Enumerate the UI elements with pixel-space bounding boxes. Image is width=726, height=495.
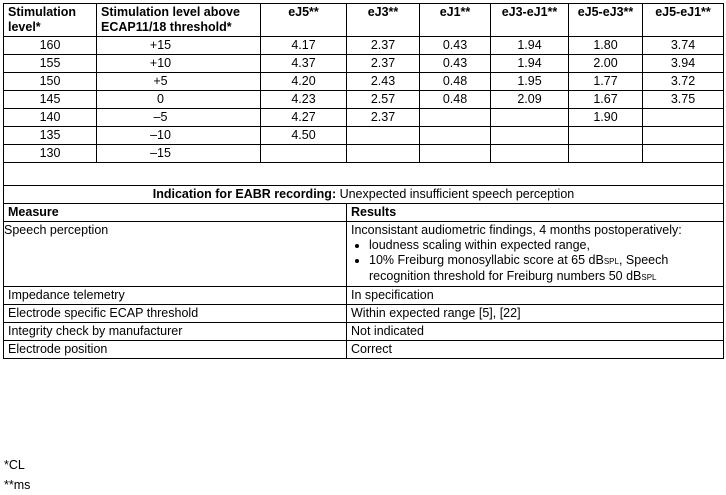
footnote-cl: *CL: [4, 458, 25, 472]
header-ej1: eJ1**: [420, 4, 491, 37]
results-table: [3, 3, 724, 359]
header-measure: Measure: [4, 204, 347, 222]
table-header-row: [4, 4, 724, 37]
cell-level: 130: [4, 145, 97, 163]
cell-ej1: [420, 109, 491, 127]
cell-ej3: [347, 127, 420, 145]
header-stimulation-level: Stimulation level*: [4, 4, 97, 37]
cell-above: 0: [97, 91, 261, 109]
cell-ej1: 0.48: [420, 73, 491, 91]
measure-speech-perception: Speech perception: [4, 222, 347, 287]
speech-bullets: [351, 238, 719, 285]
measure-name: Electrode specific ECAP threshold: [4, 305, 347, 323]
cell-above: –5: [97, 109, 261, 127]
table-row: [4, 91, 724, 109]
indication-row: [4, 186, 724, 204]
table-row: [4, 323, 724, 341]
cell-above: +15: [97, 37, 261, 55]
header-ej3-ej1: eJ3-eJ1**: [491, 4, 569, 37]
measures-header-row: [4, 204, 724, 222]
cell-ej5: [261, 145, 347, 163]
cell-ej5-ej1: 3.75: [643, 91, 724, 109]
cell-level: 160: [4, 37, 97, 55]
cell-level: 150: [4, 73, 97, 91]
header-ej5-ej3: eJ5-eJ3**: [569, 4, 643, 37]
cell-ej5-ej3: [569, 145, 643, 163]
cell-ej5: 4.27: [261, 109, 347, 127]
cell-ej5-ej3: 1.77: [569, 73, 643, 91]
cell-ej5-ej1: [643, 145, 724, 163]
cell-ej3-ej1: 1.95: [491, 73, 569, 91]
header-ej5-ej1: eJ5-eJ1**: [643, 4, 724, 37]
cell-ej5-ej3: [569, 127, 643, 145]
table-row: [4, 109, 724, 127]
cell-ej5-ej1: 3.72: [643, 73, 724, 91]
list-item: • 10% Freiburg monosyllabic score at 65 dBSPL, Speech recognition threshold for Freiburg numbers 50 dBSPL: [369, 253, 719, 285]
measure-name: Impedance telemetry: [4, 287, 347, 305]
cell-above: +10: [97, 55, 261, 73]
cell-ej3: 2.37: [347, 55, 420, 73]
cell-ej5-ej1: [643, 109, 724, 127]
footnote-ms: **ms: [4, 478, 31, 492]
cell-ej5-ej1: 3.74: [643, 37, 724, 55]
cell-level: 145: [4, 91, 97, 109]
cell-ej5: 4.20: [261, 73, 347, 91]
table-row: [4, 287, 724, 305]
table-row: [4, 341, 724, 359]
cell-ej1: [420, 145, 491, 163]
cell-ej5-ej3: 1.80: [569, 37, 643, 55]
cell-ej5: 4.37: [261, 55, 347, 73]
cell-ej5-ej1: 3.94: [643, 55, 724, 73]
speech-intro: Inconsistant audiometric findings, 4 months postoperatively:: [351, 223, 682, 237]
indication-text: Unexpected insufficient speech perception: [336, 187, 575, 201]
cell-ej5: 4.23: [261, 91, 347, 109]
measure-result: In specification: [347, 287, 724, 305]
cell-ej3-ej1: [491, 127, 569, 145]
header-results: Results: [347, 204, 724, 222]
cell-ej3-ej1: 1.94: [491, 37, 569, 55]
measure-name: Electrode position: [4, 341, 347, 359]
table-row: [4, 37, 724, 55]
cell-ej3: 2.57: [347, 91, 420, 109]
cell-ej3-ej1: [491, 109, 569, 127]
cell-ej5: 4.50: [261, 127, 347, 145]
cell-ej5-ej3: 2.00: [569, 55, 643, 73]
cell-ej1: 0.43: [420, 55, 491, 73]
indication-label: Indication for EABR recording:: [152, 187, 337, 201]
cell-ej3-ej1: 2.09: [491, 91, 569, 109]
measure-result: Within expected range [5], [22]: [347, 305, 724, 323]
cell-above: –15: [97, 145, 261, 163]
cell-ej5-ej3: 1.67: [569, 91, 643, 109]
measure-name: Integrity check by manufacturer: [4, 323, 347, 341]
result-speech-perception: [347, 222, 724, 287]
measure-result: Not indicated: [347, 323, 724, 341]
cell-ej3: 2.37: [347, 37, 420, 55]
cell-ej3: 2.43: [347, 73, 420, 91]
table-row: [4, 145, 724, 163]
cell-ej1: [420, 127, 491, 145]
header-ej5: eJ5**: [261, 4, 347, 37]
header-above-threshold: Stimulation level above ECAP11/18 threshold*: [97, 4, 261, 37]
cell-above: –10: [97, 127, 261, 145]
measure-result: Correct: [347, 341, 724, 359]
cell-above: +5: [97, 73, 261, 91]
table-row: [4, 127, 724, 145]
measure-row-speech: [4, 222, 724, 287]
spacer-row: [4, 163, 724, 186]
cell-level: 140: [4, 109, 97, 127]
table-row: [4, 73, 724, 91]
table-row: [4, 305, 724, 323]
cell-ej3: 2.37: [347, 109, 420, 127]
cell-ej5: 4.17: [261, 37, 347, 55]
cell-ej5-ej1: [643, 127, 724, 145]
cell-ej1: 0.48: [420, 91, 491, 109]
cell-ej3: [347, 145, 420, 163]
cell-ej3-ej1: [491, 145, 569, 163]
cell-ej1: 0.43: [420, 37, 491, 55]
cell-level: 155: [4, 55, 97, 73]
header-ej3: eJ3**: [347, 4, 420, 37]
cell-level: 135: [4, 127, 97, 145]
list-item: • loudness scaling within expected range,: [369, 238, 719, 253]
cell-ej5-ej3: 1.90: [569, 109, 643, 127]
table-row: [4, 55, 724, 73]
cell-ej3-ej1: 1.94: [491, 55, 569, 73]
